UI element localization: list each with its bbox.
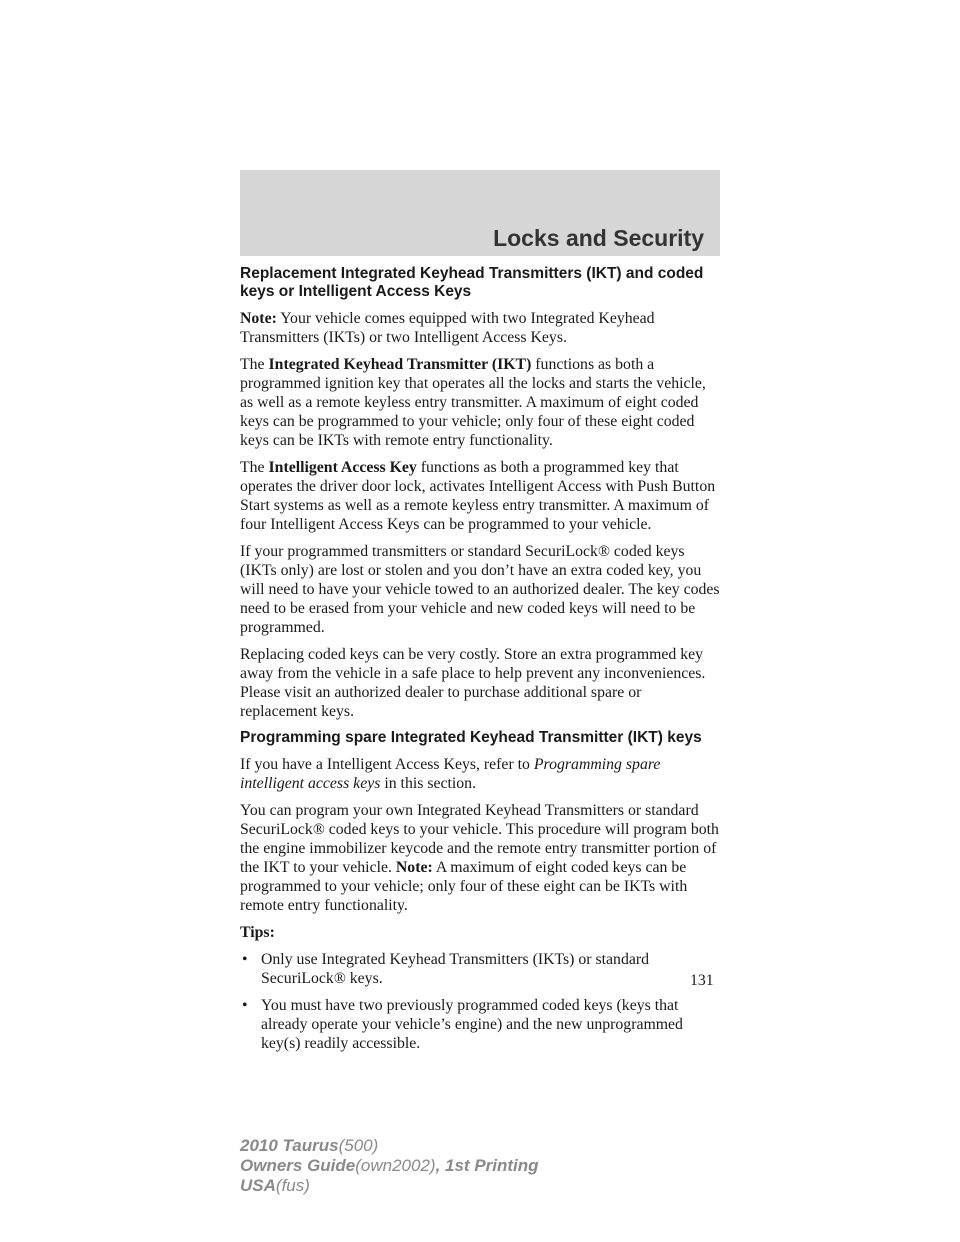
footer-line-model	[240, 1136, 539, 1156]
tips-label-paragraph	[240, 923, 722, 942]
note-label: Note:	[395, 859, 433, 876]
bullet-icon: •	[242, 997, 248, 1014]
footer-model-code: (500)	[338, 1136, 379, 1155]
list-item	[240, 996, 722, 1053]
tips-list	[240, 950, 722, 1053]
footer-guide-code: (own2002)	[355, 1156, 436, 1175]
footer-guide: Owners Guide	[240, 1156, 356, 1175]
paragraph-ikt-text: functions as both a programmed ignition key that operates all the locks and starts the vehicle, as well as a remote keyless entry transmitter. A maximum of eight coded keys can be programmed to your vehicle; only four of these eight coded keys can be IKTs with remote entry functionality.	[240, 356, 706, 449]
footer-market-code: (fus)	[275, 1176, 310, 1195]
reference-link-text: Programming spare intelligent access keys	[240, 756, 661, 792]
term-ikt: Integrated Keyhead Transmitter (IKT)	[268, 356, 532, 373]
page-content	[240, 265, 722, 1061]
bullet-icon: •	[242, 951, 248, 968]
footer-line-market	[240, 1176, 539, 1196]
footer-market: USA	[240, 1176, 276, 1195]
term-intelligent-access-key: Intelligent Access Key	[268, 459, 417, 476]
heading-replacement-keys: Replacement Integrated Keyhead Transmitters (IKT) and coded keys or Intelligent Access Keys	[240, 265, 704, 300]
tip-text: You must have two previously programmed coded keys (keys that already operate your vehicle’s engine) and the new unprogrammed key(s) readily accessible.	[261, 997, 683, 1052]
footer-printing: , 1st Printing	[435, 1156, 539, 1175]
paragraph-reference	[240, 755, 722, 793]
heading-programming-spare-ikt: Programming spare Integrated Keyhead Transmitter (IKT) keys	[240, 729, 702, 746]
note-text: A maximum of eight coded keys can be programmed to your vehicle; only four of these eight can be IKTs with remote entry functionality.	[240, 859, 688, 914]
footer-print-info	[240, 1136, 539, 1196]
list-item	[240, 950, 722, 988]
reference-text-a: If you have a Intelligent Access Keys, refer to	[240, 756, 530, 773]
program-text: You can program your own Integrated Keyhead Transmitters or standard SecuriLock® coded keys to your vehicle. This procedure will program both the engine immobilizer keycode and the remote entry transmitter portion of the IKT to your vehicle.	[240, 802, 719, 876]
paragraph-ikt	[240, 355, 722, 450]
text-the: The	[240, 459, 265, 476]
footer-line-guide	[240, 1156, 539, 1176]
paragraph-replacing-keys: Replacing coded keys can be very costly. Store an extra programmed key away from the vehicle in a safe place to help prevent any inconveniences. Please visit an authorized dealer to purchase additional spare or replacement keys.	[240, 646, 706, 720]
note-text: Your vehicle comes equipped with two Integrated Keyhead Transmitters (IKTs) or two Intelligent Access Keys.	[240, 310, 655, 346]
paragraph-iak-text: functions as both a programmed key that operates the driver door lock, activates Intelligent Access with Push Button Start systems as well as a remote keyless entry transmitter. A maximum of four Intelligent Access Keys can be programmed to your vehicle.	[240, 459, 716, 533]
paragraph-intelligent-access-key	[240, 458, 722, 534]
paragraph-lost-keys: If your programmed transmitters or standard SecuriLock® coded keys (IKTs only) are lost or stolen and you don’t have an extra coded key, you will need to have your vehicle towed to an authorized dealer. The key codes need to be erased from your vehicle and new coded keys will need to be programmed.	[240, 543, 720, 636]
text-the: The	[240, 356, 265, 373]
tips-label: Tips:	[240, 924, 275, 941]
page-number: 131	[690, 972, 714, 989]
paragraph-note-equipment	[240, 309, 722, 347]
footer-model: 2010 Taurus	[240, 1136, 339, 1155]
paragraph-program-own-keys	[240, 801, 722, 915]
section-title: Locks and Security	[493, 225, 704, 251]
reference-text-b: in this section.	[384, 775, 477, 792]
tip-text: Only use Integrated Keyhead Transmitters (IKTs) or standard SecuriLock® keys.	[261, 951, 650, 987]
note-label: Note:	[240, 310, 277, 327]
section-header-band	[240, 170, 720, 256]
